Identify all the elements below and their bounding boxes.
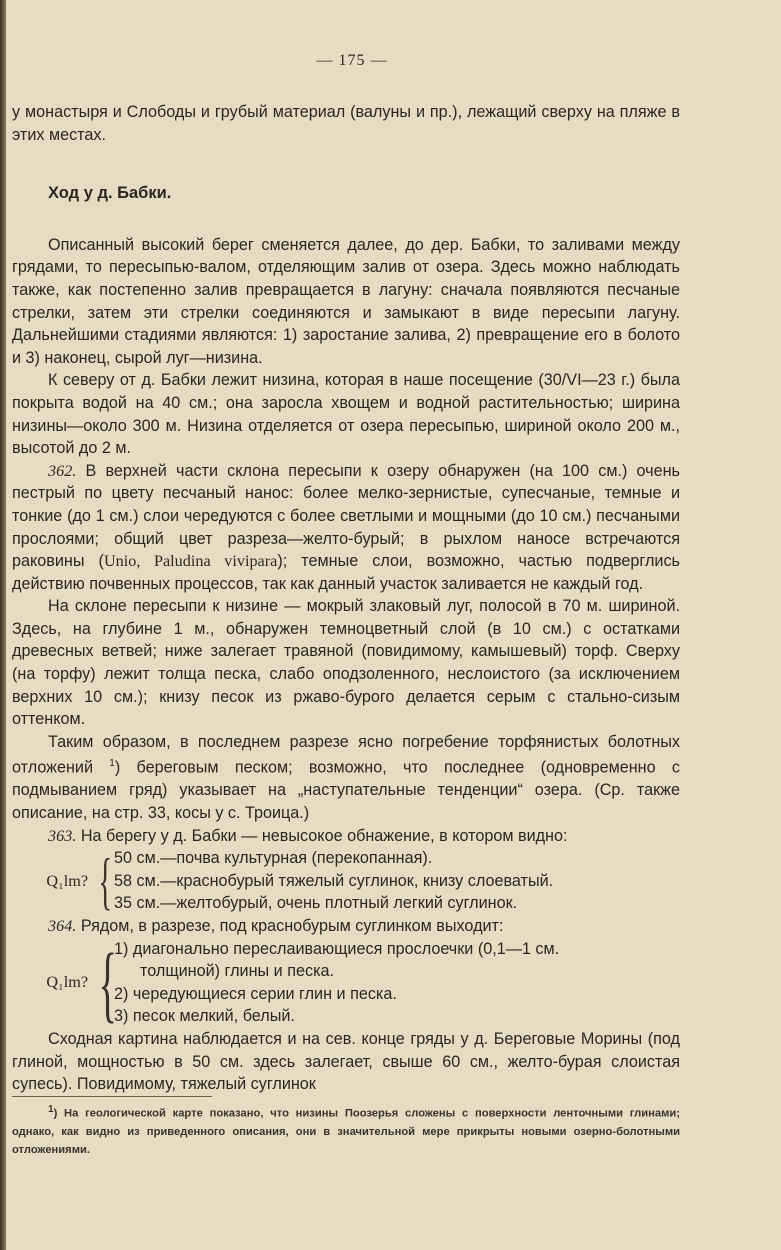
layer-item: 50 см.—почва культурная (перекопанная). (114, 849, 433, 868)
footnote-reference: 1 (109, 758, 115, 770)
stratigraphic-label: Q₁lm? (46, 871, 88, 890)
page-gutter-shadow (0, 0, 6, 1250)
section-heading: Ход у д. Бабки. (48, 184, 172, 203)
paragraph-5-text-b: ) береговым песком; возможно, что последнее (одновременно с подмыванием гряд) указывает на „наступательные тенденции“ озера. (Ср. также описание, на стр. 33, косы у с. Троица.) (12, 758, 680, 823)
paragraph-5 (12, 731, 680, 825)
layer-item-continuation: толщиной) глины и песка. (140, 962, 335, 981)
main-text (12, 101, 680, 1096)
paragraph-362-text-a: В верхней части склона пересыпи к озеру обнаружен (на 100 см.) очень пестрый по цвету песчаный нанос: более мелко-зернистые, супесчаные, темные и тонкие (до 1 см.) слои чередуются с более светлыми и мощными (до 10 см.) песчаными прослоями; общий цвет разреза—желто-бурый; в рыхлом наносе встречаются раковины ( (12, 461, 680, 571)
section-number-362: 362. (48, 461, 77, 480)
layer-item: 58 см.—краснобурый тяжелый суглинок, книзу слоеватый. (114, 871, 554, 890)
layer-item: 35 см.—желтобурый, очень плотный легкий суглинок. (114, 894, 518, 913)
section-number-364: 364. (48, 916, 77, 935)
paragraph-4: На склоне пересыпи к низине — мокрый злаковый луг, полосой в 70 м. шириной. Здесь, на глубине 1 м., обнаружен темноцветный слой (в 10 см.) с остатками древесных ветвей; ниже залегает травяной (повидимому, камышевый) торф. Сверху (на торфу) лежит толща песка, слабо оподзоленного, неслоистого (за исключением верхних 10 см.); книзу песок из ржаво-бурого делается серым с стально-сизым оттенком. (12, 597, 680, 729)
latin-species-names: Unio, Paludina vivipara (103, 552, 278, 571)
layer-list (114, 847, 553, 915)
brace-symbol: { (98, 934, 117, 1031)
paragraph-8: Сходная картина наблюдается и на сев. конце гряды у д. Береговые Морины (под глиной, мощностью в 50 см. здесь залегает, свыше 60 см., желто-бурая слоистая супесь). Повидимому, тяжелый суглинок (12, 1029, 680, 1094)
section-363-layers (12, 847, 680, 915)
paragraph-363-text: На берегу у д. Бабки — невысокое обнажение, в котором видно: (76, 826, 568, 845)
layer-item: 2) чередующиеся серии глин и песка. (114, 984, 397, 1003)
brace-symbol: { (98, 845, 113, 917)
footnote (12, 1101, 680, 1159)
footnote-text: ) На геологической карте показано, что низины Поозерья сложены с поверхности ленточными глинами; однако, как видно из приведенного описания, они в значительной мере прикрыты новыми озерно-болотными отложениями. (12, 1107, 680, 1156)
paragraph-1: Описанный высокий берег сменяется далее, до дер. Бабки, то заливами между грядами, то пересыпью-валом, отделяющим залив от озера. Здесь можно наблюдать также, как постепенно залив превращается в лагуну: сначала появляются песчаные стрелки, затем эти стрелки соединяются и замыкают в виде пересыпи лагуну. Дальнейшими стадиями являются: 1) заростание залива, 2) превращение его в болото и 3) наконец, сырой луг—низина. (12, 235, 680, 367)
footnote-mark: 1 (48, 1104, 54, 1115)
paragraph-continuation: у монастыря и Слободы и грубый материал (валуны и пр.), лежащий сверху на пляже в этих местах. (12, 103, 680, 144)
section-364-layers (12, 934, 680, 1031)
paragraph-364-text: Рядом, в разрезе, под краснобурым суглинком выходит: (76, 916, 504, 935)
layer-item: 3) песок мелкий, белый. (114, 1007, 295, 1026)
paragraph-2: К северу от д. Бабки лежит низина, которая в наше посещение (30/VI—23 г.) была покрыта водой на 40 см.; она заросла хвощем и водной растительностью; ширина низины—около 300 м. Низина отделяется от озера пересыпью, шириной около 200 м., высотой до 2 м. (12, 371, 680, 458)
paragraph-5-text-a: Таким образом, в последнем разрезе ясно погребение торфянистых болотных отложений (12, 732, 680, 777)
footnote-rule (12, 1096, 212, 1097)
stratigraphic-label: Q₁lm? (46, 973, 88, 992)
page-number: — 175 — (316, 52, 388, 69)
paragraph-362 (12, 460, 680, 596)
section-number-363: 363. (48, 826, 77, 845)
paragraph-362-text-b: ); темные слои, возможно, частью подверглись действию почвенных процессов, так как данный участок заливается не каждый год. (12, 552, 680, 593)
layer-item: 1) диагонально переслаивающиеся прослоечки (0,1—1 см. (114, 939, 560, 958)
paragraph-363 (12, 825, 680, 848)
book-page (12, 0, 772, 1250)
layer-list (114, 938, 559, 1028)
